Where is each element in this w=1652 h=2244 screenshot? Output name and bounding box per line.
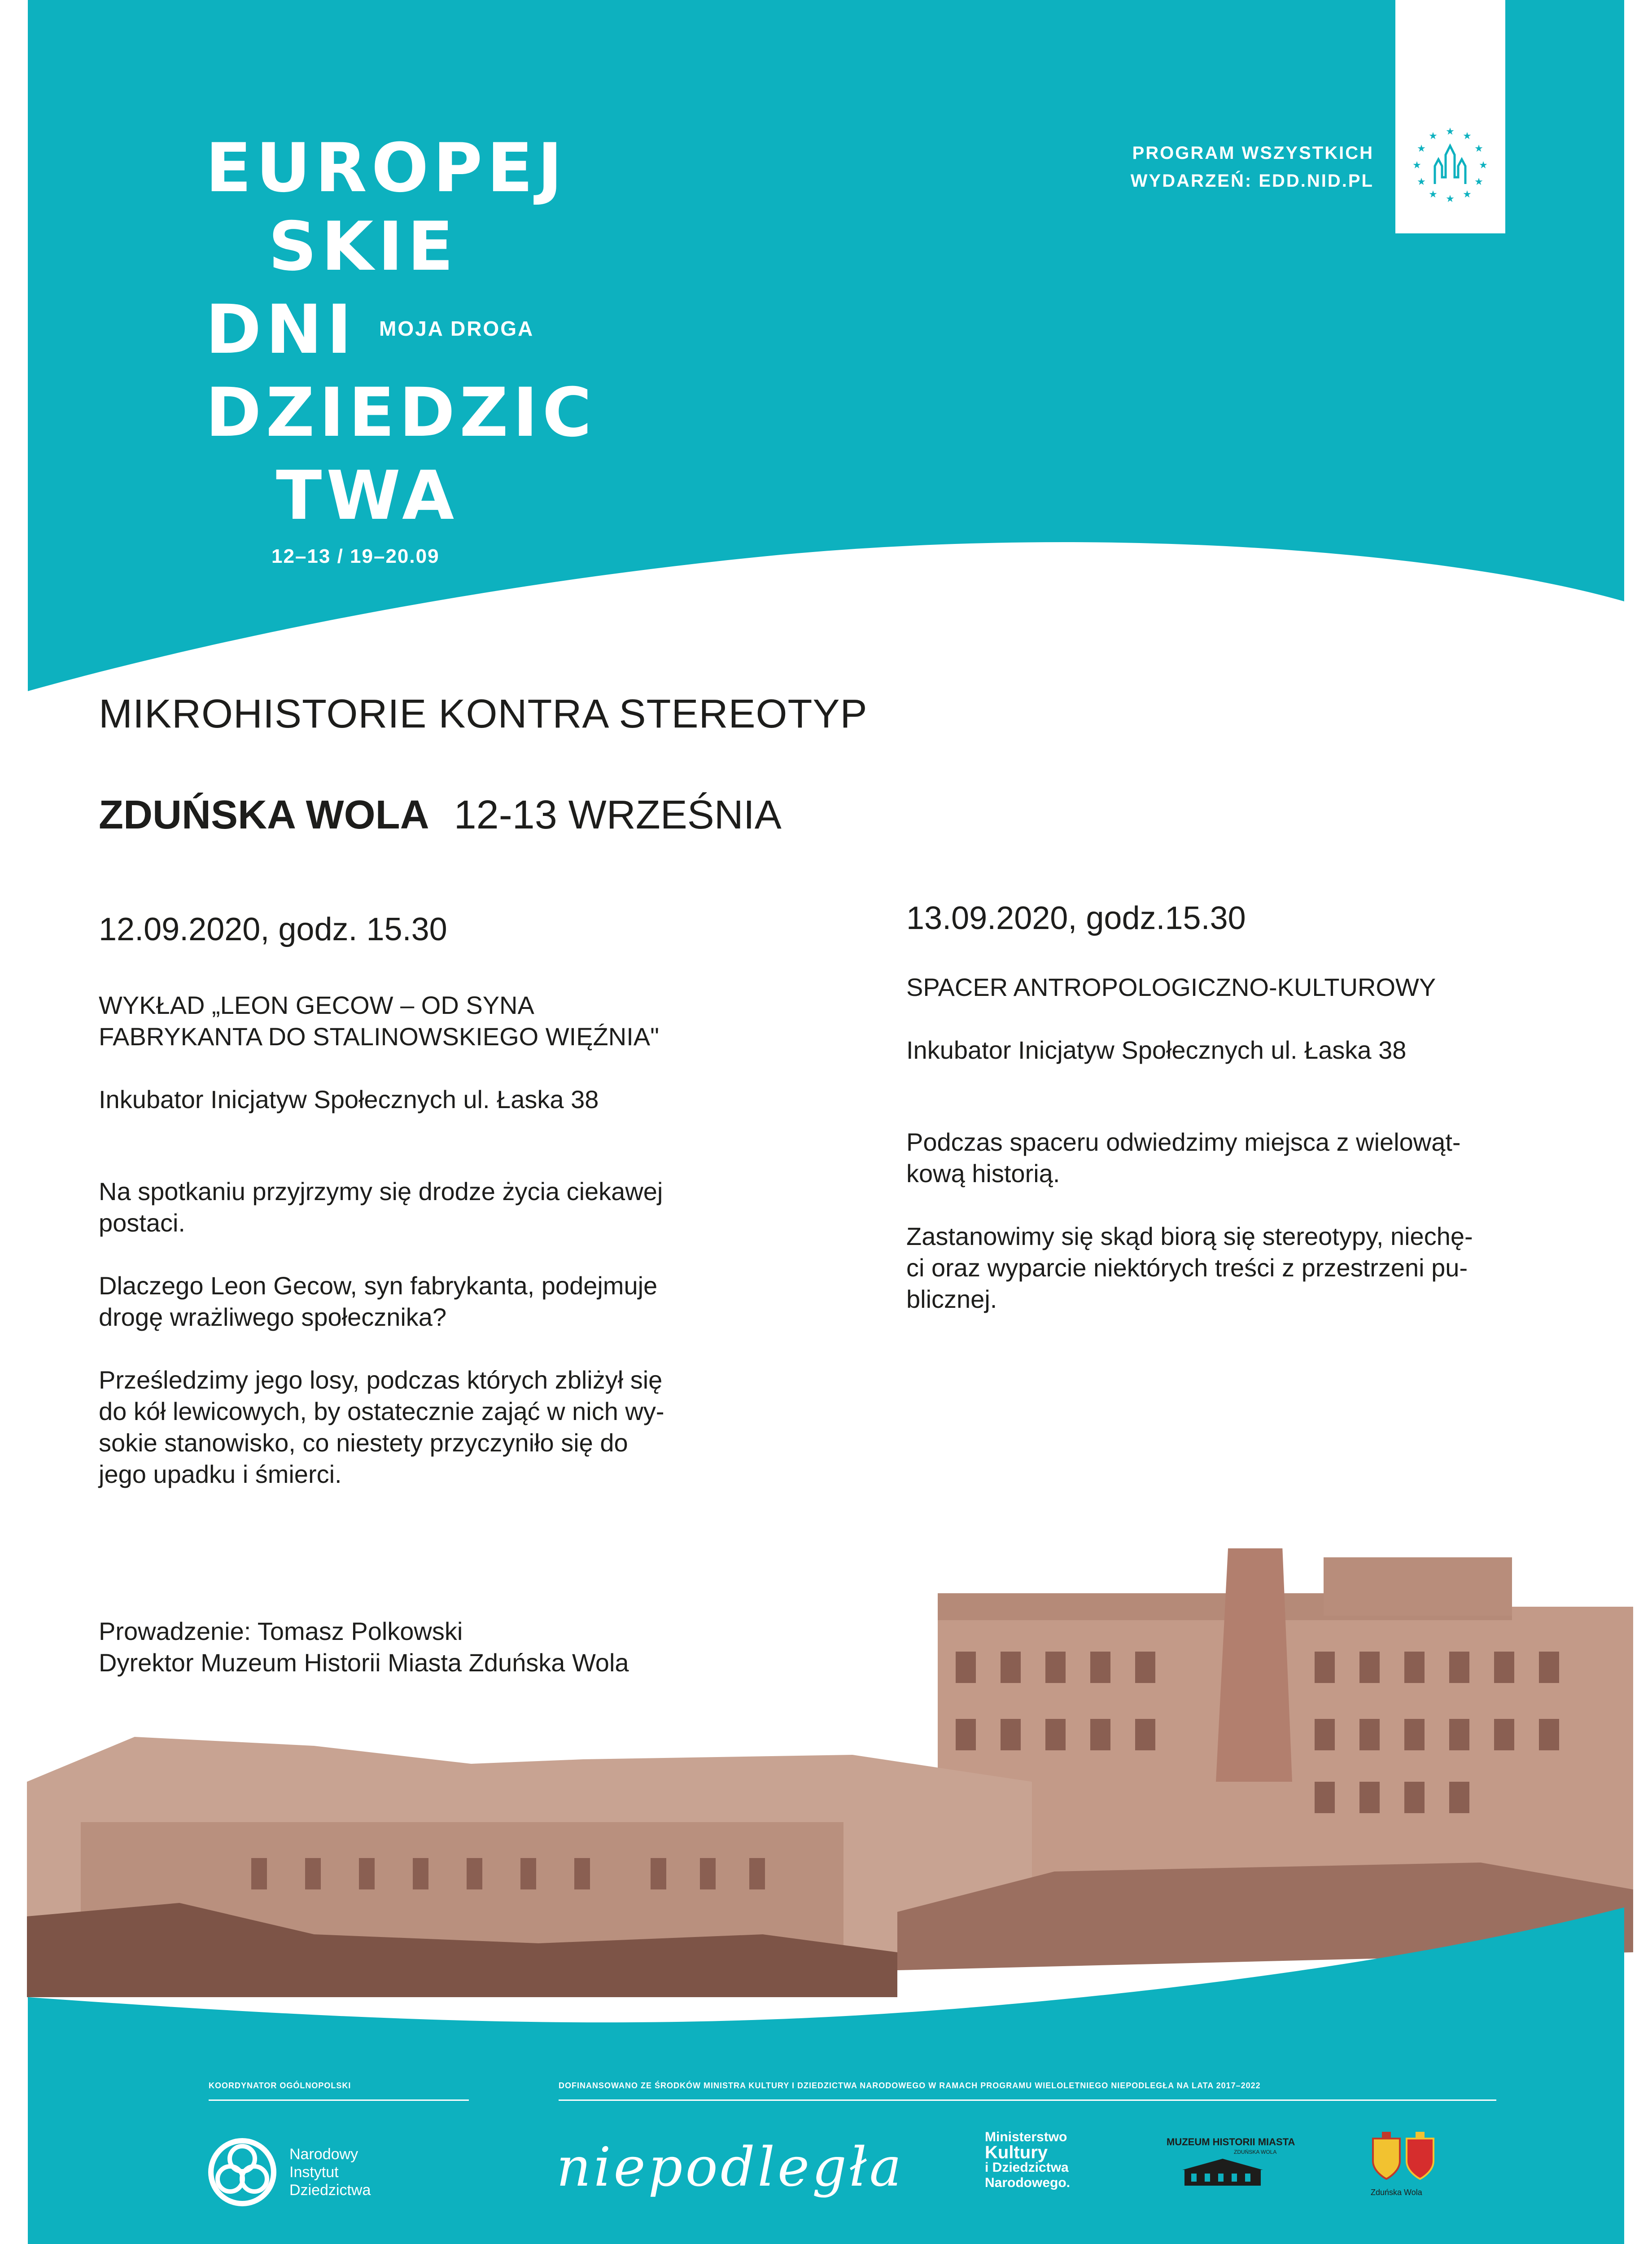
museum-logo[interactable]	[1167, 2136, 1295, 2195]
coordinator-label: KOORDYNATOR OGÓLNOPOLSKI	[209, 2081, 351, 2090]
text-line: Na spotkaniu przyjrzymy się drodze życia ciekawej	[99, 1177, 663, 1205]
text-line: drogę wrażliwego społecznika?	[99, 1303, 447, 1331]
museum-building-icon	[1178, 2156, 1267, 2188]
ministry-line: i Dziedzictwa	[985, 2160, 1069, 2175]
svg-text:★: ★	[1429, 131, 1438, 142]
text-line: jego upadku i śmierci.	[99, 1460, 342, 1488]
program-link[interactable]	[1131, 139, 1374, 195]
svg-text:★: ★	[1446, 193, 1455, 205]
text-line: postaci.	[99, 1209, 185, 1237]
nid-line: Narodowy	[289, 2146, 358, 2163]
svg-text:★: ★	[1429, 189, 1438, 200]
day2-paragraph	[906, 1126, 1461, 1189]
svg-text:★: ★	[1417, 176, 1426, 188]
nid-logo[interactable]	[204, 2130, 428, 2219]
city-heading	[99, 792, 782, 838]
text-line: Zastanowimy się skąd biorą się stereotypy, niechę-	[906, 1222, 1473, 1250]
edd-emblem	[1395, 0, 1505, 233]
day1-date: 12.09.2020, godz. 15.30	[99, 912, 447, 947]
ministry-line: Ministerstwo	[985, 2130, 1067, 2144]
festival-dates: 12–13 / 19–20.09	[271, 545, 440, 567]
logo-line: EUROPEJ	[205, 129, 567, 207]
city-dates: 12-13 WRZEŚNIA	[454, 793, 782, 837]
ministry-line: Kultury	[985, 2143, 1048, 2162]
svg-text:★: ★	[1474, 176, 1483, 188]
day2-title: SPACER ANTROPOLOGICZNO-KULTUROWY	[906, 973, 1436, 1001]
day2-venue: Inkubator Inicjatyw Społecznych ul. Łaska 38	[906, 1036, 1407, 1064]
nid-line: Instytut	[289, 2164, 339, 2181]
text-line: Prześledzimy jego losy, podczas których zbliżył się	[99, 1366, 663, 1394]
day1-title	[99, 990, 659, 1052]
city-name: ZDUŃSKA WOLA	[99, 793, 429, 837]
text-line: blicznej.	[906, 1285, 997, 1313]
day1-venue: Inkubator Inicjatyw Społecznych ul. Łaska 38	[99, 1085, 599, 1113]
funding-label: DOFINANSOWANO ZE ŚRODKÓW MINISTRA KULTURY I DZIEDZICTWA NARODOWEGO W RAMACH PROGRAMU WIELOLETNIEGO NIEPODLEGŁA NA LATA 2017–2022	[559, 2081, 1261, 2090]
svg-text:★: ★	[1463, 131, 1472, 142]
day1-paragraph	[99, 1270, 657, 1333]
day2-paragraph	[906, 1221, 1473, 1315]
text-line: Podczas spaceru odwiedzimy miejsca z wielowąt-	[906, 1128, 1461, 1156]
ministry-logo[interactable]	[985, 2130, 1070, 2191]
svg-text:★: ★	[1474, 143, 1483, 154]
text-line: Dlaczego Leon Gecow, syn fabrykanta, podejmuje	[99, 1271, 658, 1300]
logo-line: DZIEDZIC	[205, 374, 596, 452]
text-line: sokie stanowisko, co niestety przyczyniło się do	[99, 1429, 628, 1457]
svg-text:★: ★	[1479, 160, 1488, 171]
day1-title-line: FABRYKANTA DO STALINOWSKIEGO WIĘŹNIA"	[99, 1022, 659, 1051]
ministry-line: Narodowego.	[985, 2175, 1071, 2190]
text-line: kową historią.	[906, 1159, 1060, 1188]
day2-date: 13.09.2020, godz.15.30	[906, 900, 1246, 936]
svg-text:★: ★	[1446, 126, 1455, 137]
host-name: Prowadzenie: Tomasz Polkowski	[99, 1617, 463, 1645]
day1-paragraph	[99, 1176, 663, 1239]
logo-line: TWA	[276, 457, 459, 535]
crest-icon	[1366, 2130, 1442, 2186]
host-role: Dyrektor Muzeum Historii Miasta Zduńska Wola	[99, 1648, 629, 1677]
host-info	[99, 1616, 629, 1679]
divider	[559, 2099, 1496, 2101]
city-crest-logo[interactable]	[1366, 2130, 1442, 2201]
text-line: do kół lewicowych, by ostatecznie zająć w nich wy-	[99, 1397, 664, 1425]
svg-text:★: ★	[1463, 189, 1472, 200]
svg-text:★: ★	[1417, 143, 1426, 154]
niepodlegla-logo[interactable]: niepodległa	[556, 2136, 905, 2199]
event-title: MIKROHISTORIE KONTRA STEREOTYP	[99, 692, 868, 736]
text-line: ci oraz wyparcie niektórych treści z przestrzeni pu-	[906, 1253, 1468, 1282]
day1-title-line: WYKŁAD „LEON GECOW – OD SYNA	[99, 991, 534, 1019]
logo-line: SKIE	[268, 208, 458, 286]
divider	[209, 2099, 469, 2101]
motto: MOJA DROGA	[379, 317, 534, 340]
program-line1: PROGRAM WSZYSTKICH	[1132, 143, 1374, 163]
museum-sub: ZDUŃSKA WOLA	[1234, 2149, 1277, 2155]
trefoil-icon	[204, 2134, 280, 2210]
program-url[interactable]: EDD.NID.PL	[1259, 171, 1374, 191]
crest-caption: Zduńska Wola	[1371, 2188, 1422, 2197]
svg-text:★: ★	[1412, 160, 1421, 171]
nid-line: Dziedzictwa	[289, 2182, 371, 2199]
stars-castle-icon	[1395, 0, 1505, 233]
day1-paragraph	[99, 1364, 664, 1490]
museum-name: MUZEUM HISTORII MIASTA	[1167, 2136, 1295, 2148]
logo-line: DNI	[205, 291, 356, 369]
program-line2: WYDARZEŃ: EDD.NID.PL	[1130, 171, 1374, 191]
